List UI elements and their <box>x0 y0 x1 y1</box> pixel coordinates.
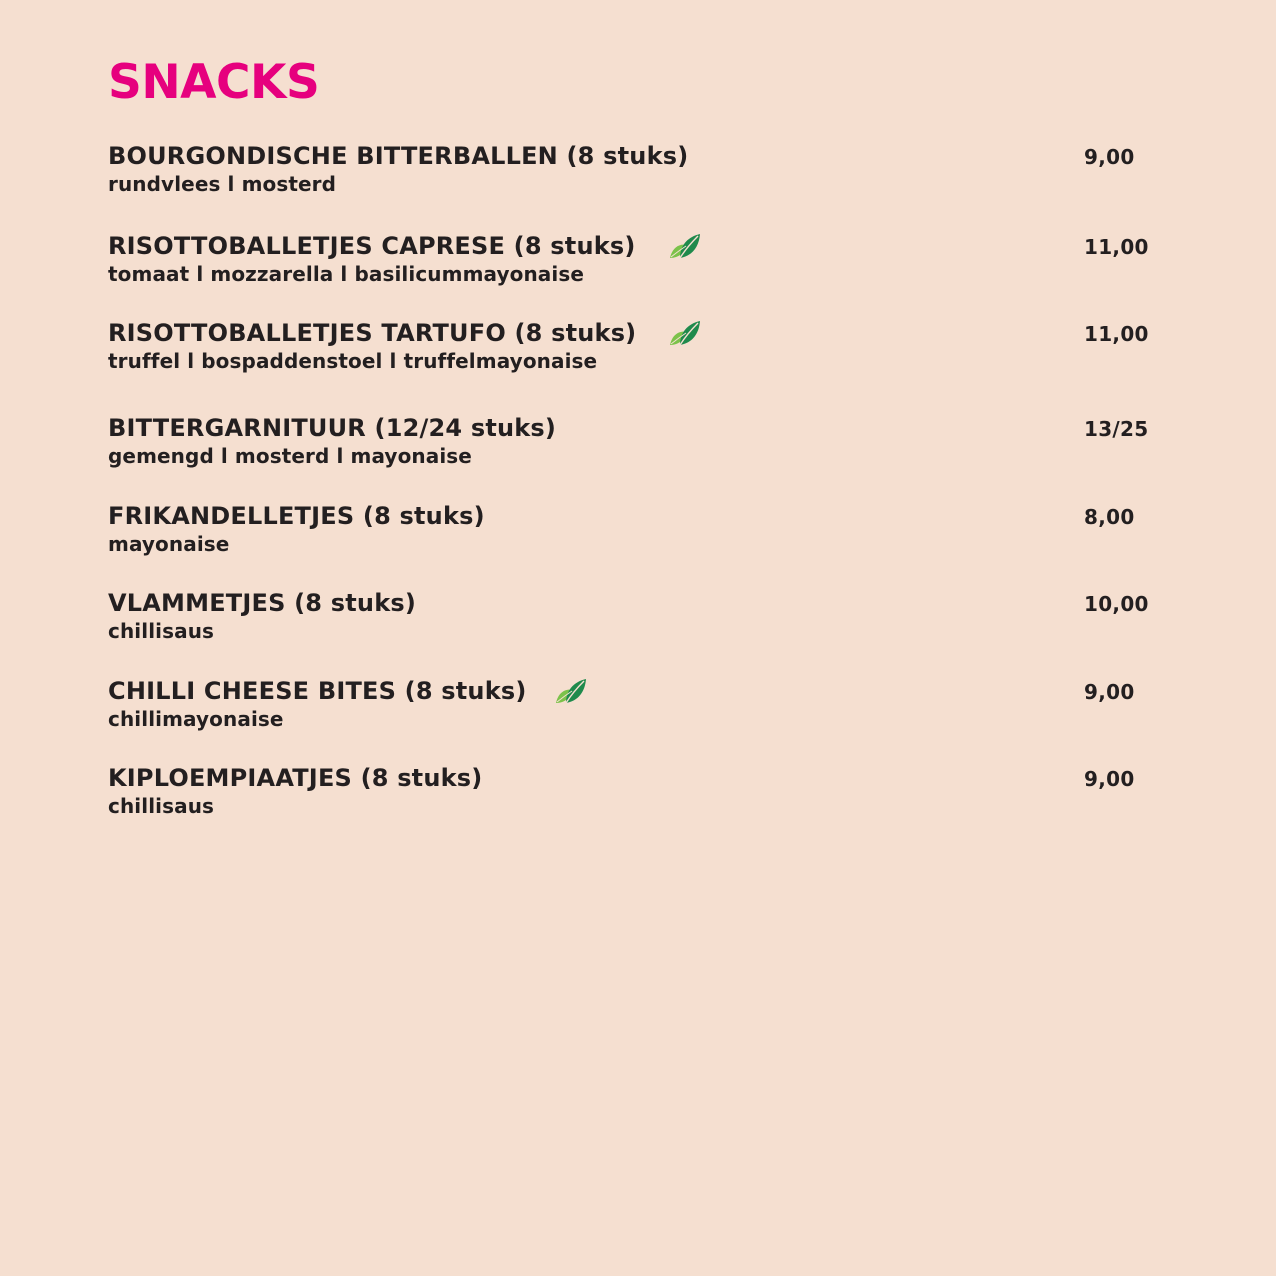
item-name: CHILLI CHEESE BITES (8 stuks) <box>108 677 527 705</box>
item-name: RISOTTOBALLETJES CAPRESE (8 stuks) <box>108 232 636 260</box>
item-description: tomaat l mozzarella l basilicummayonaise <box>108 262 585 286</box>
leaf-icon <box>668 318 702 348</box>
item-price: 13/25 <box>1084 417 1149 441</box>
menu-title: SNACKS <box>108 55 320 110</box>
item-description: chillisaus <box>108 794 215 818</box>
item-name: FRIKANDELLETJES (8 stuks) <box>108 502 485 530</box>
item-name: VLAMMETJES (8 stuks) <box>108 589 417 617</box>
leaf-icon <box>554 676 588 706</box>
item-description: gemengd l mosterd l mayonaise <box>108 444 472 468</box>
item-description: chillimayonaise <box>108 707 284 731</box>
item-name: BOURGONDISCHE BITTERBALLEN (8 stuks) <box>108 142 689 170</box>
item-description: truffel l bospaddenstoel l truffelmayonaise <box>108 349 598 373</box>
item-price: 8,00 <box>1084 505 1135 529</box>
item-price: 11,00 <box>1084 235 1149 259</box>
leaf-icon <box>668 231 702 261</box>
item-description: chillisaus <box>108 619 215 643</box>
item-name: RISOTTOBALLETJES TARTUFO (8 stuks) <box>108 319 637 347</box>
item-description: rundvlees l mosterd <box>108 172 337 196</box>
item-name: KIPLOEMPIAATJES (8 stuks) <box>108 764 483 792</box>
item-price: 9,00 <box>1084 767 1135 791</box>
item-price: 9,00 <box>1084 145 1135 169</box>
item-price: 9,00 <box>1084 680 1135 704</box>
item-price: 11,00 <box>1084 322 1149 346</box>
item-name: BITTERGARNITUUR (12/24 stuks) <box>108 414 557 442</box>
item-description: mayonaise <box>108 532 230 556</box>
item-price: 10,00 <box>1084 592 1149 616</box>
